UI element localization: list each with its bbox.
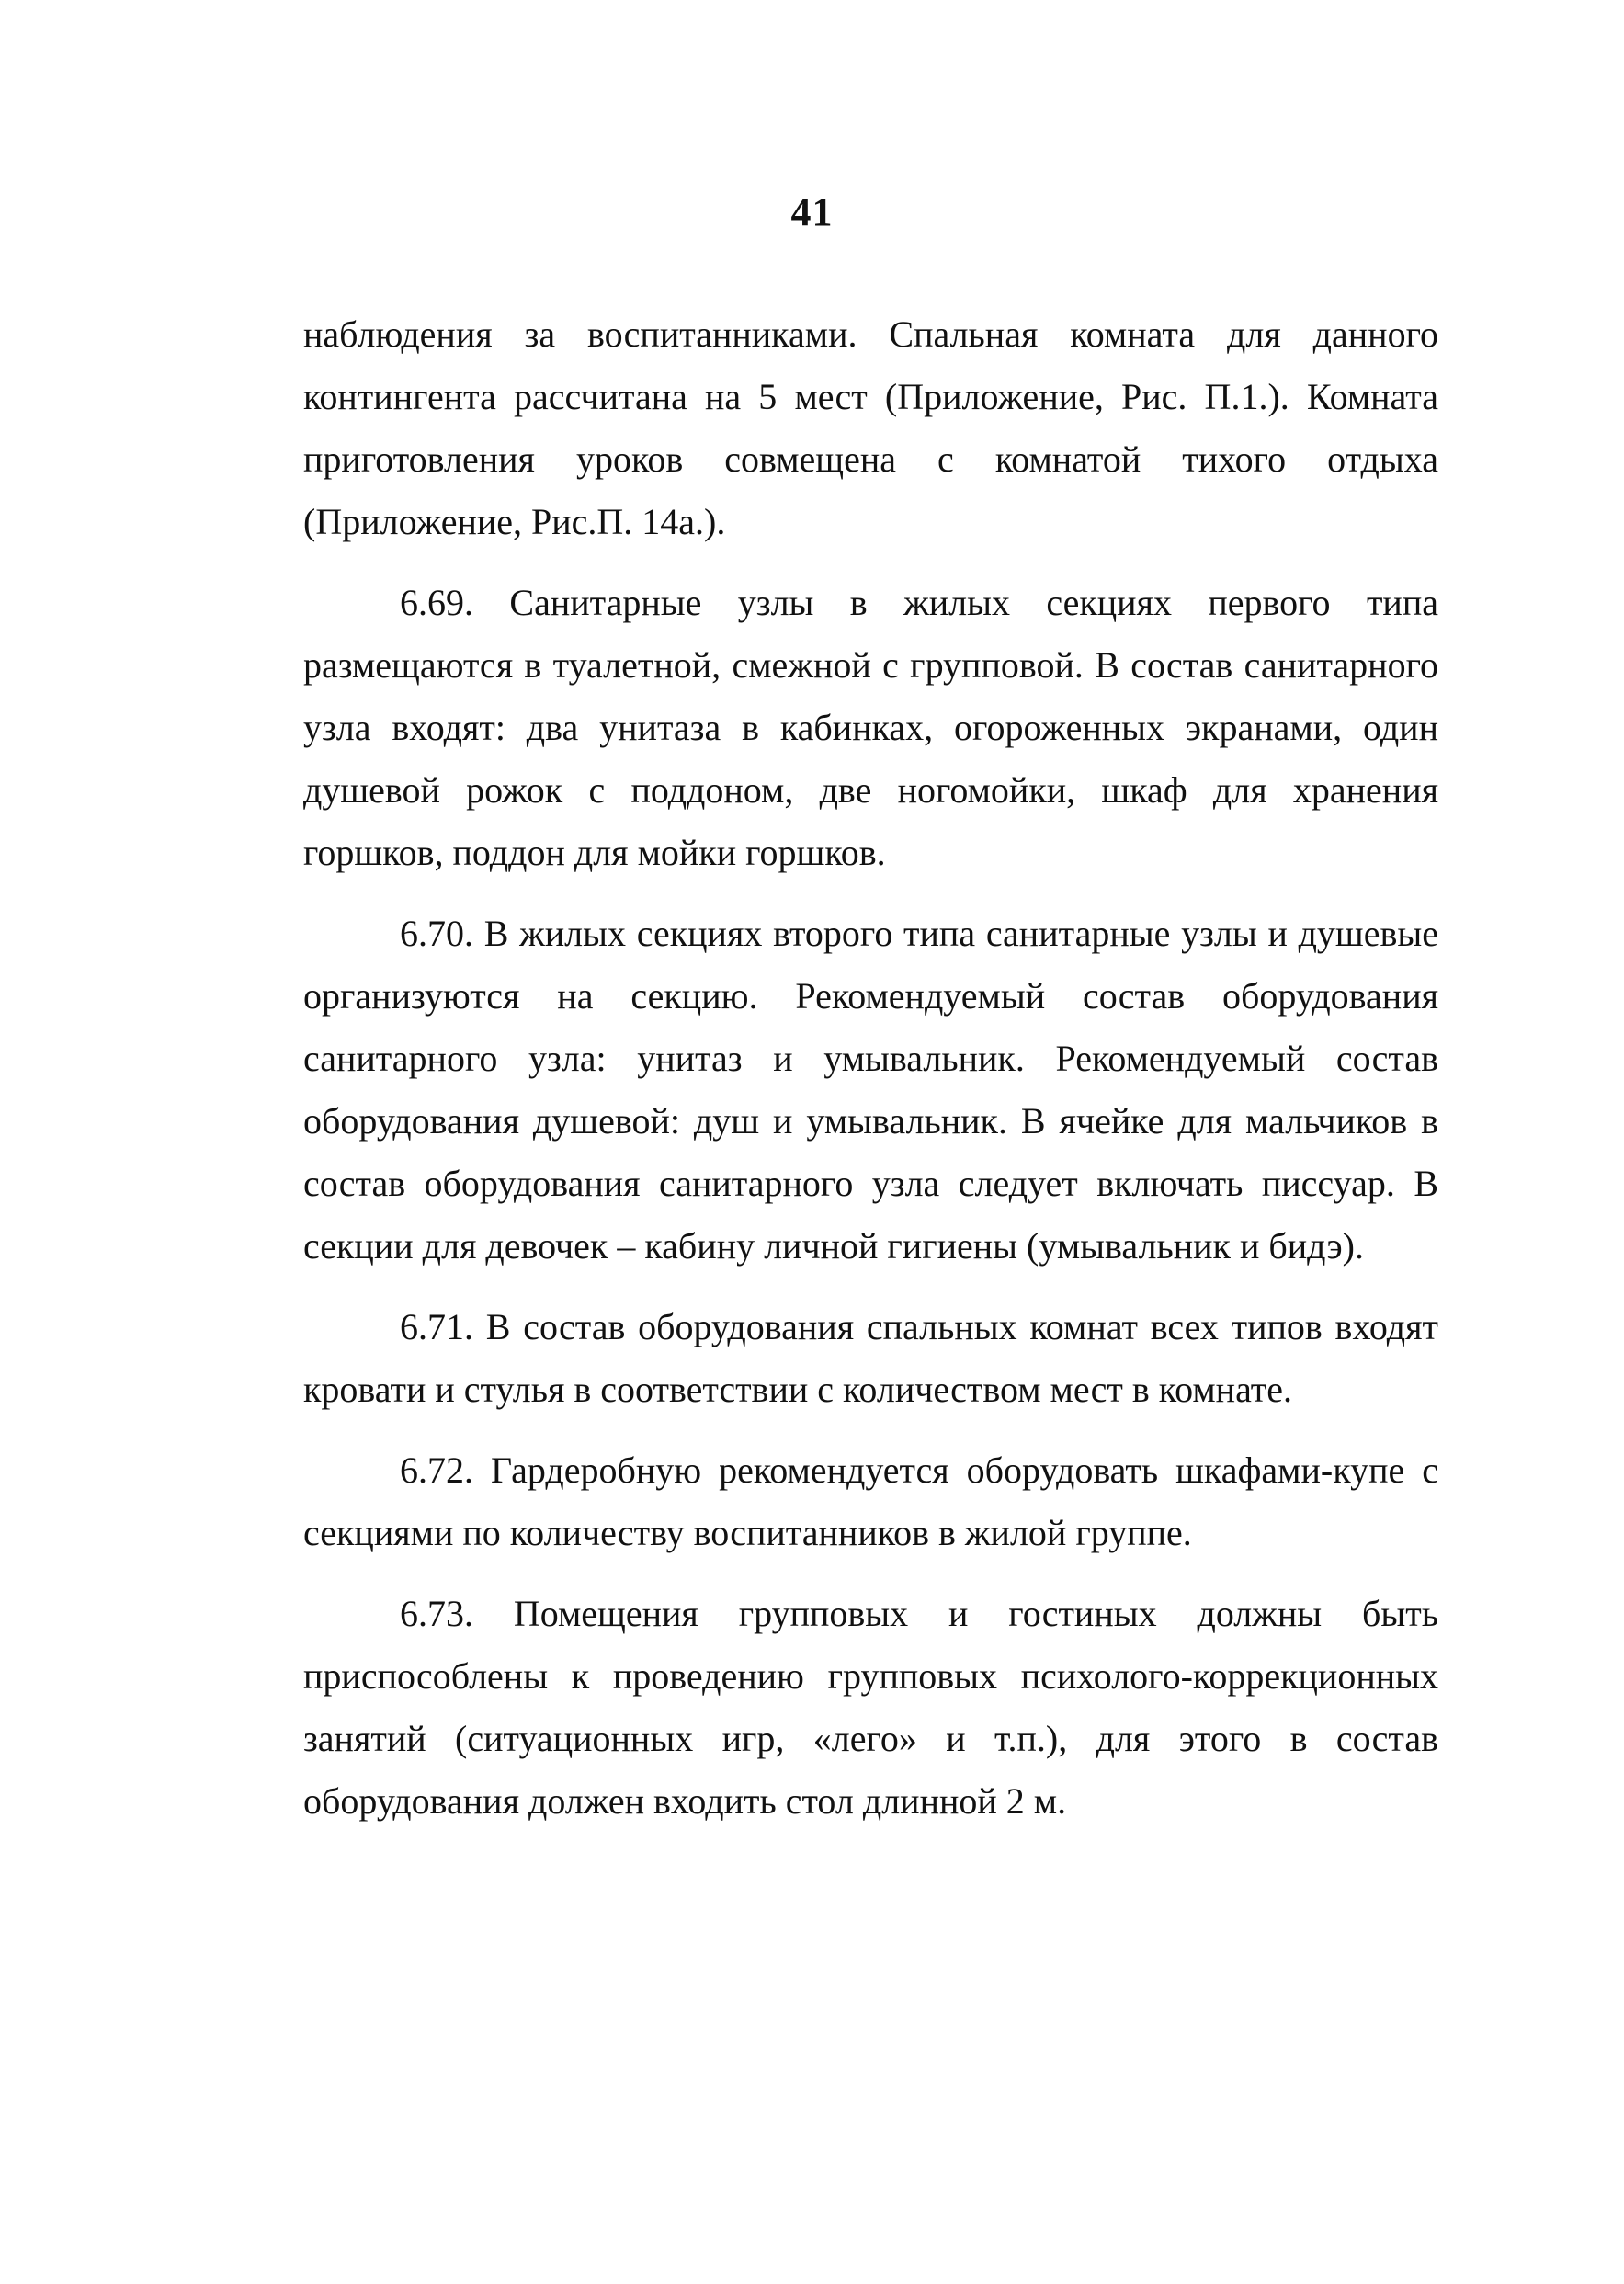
paragraph-6-70: 6.70. В жилых секциях второго типа санитарные узлы и душевые организуются на секцию. Рекомендуемый состав оборудования санитарного узла: унитаз и умывальник. Рекомендуемый состав оборудования душевой: душ и умывальник. В ячейке для мальчиков в состав оборудования санитарного узла следует включать писсуар. В секции для девочек – кабину личной гигиены (умывальник и бидэ). <box>303 913 1438 1267</box>
paragraph-continuation: наблюдения за воспитанниками. Спальная комната для данного контингента рассчитана на 5 мест (Приложение, Рис. П.1.). Комната приготовления уроков совмещена с комнатой тихого отдыха (Приложение, Рис.П. 14а.). <box>303 313 1438 542</box>
paragraph-6-73: 6.73. Помещения групповых и гостиных должны быть приспособлены к проведению групповых психолого-коррекционных занятий (ситуационных игр, «лего» и т.п.), для этого в состав оборудования должен входить стол длинной 2 м. <box>303 1593 1438 1822</box>
paragraph-6-72: 6.72. Гардеробную рекомендуется оборудовать шкафами-купе с секциями по количеству воспитанников в жилой группе. <box>303 1449 1438 1553</box>
body-text <box>303 303 1438 1851</box>
page-number: 41 <box>790 189 834 234</box>
paragraph-6-69: 6.69. Санитарные узлы в жилых секциях первого типа размещаются в туалетной, смежной с групповой. В состав санитарного узла входят: два унитаза в кабинках, огороженных экранами, один душевой рожок с поддоном, две ногомойки, шкаф для хранения горшков, поддон для мойки горшков. <box>303 582 1438 873</box>
paragraph-6-71: 6.71. В состав оборудования спальных комнат всех типов входят кровати и стулья в соответствии с количеством мест в комнате. <box>303 1306 1438 1410</box>
